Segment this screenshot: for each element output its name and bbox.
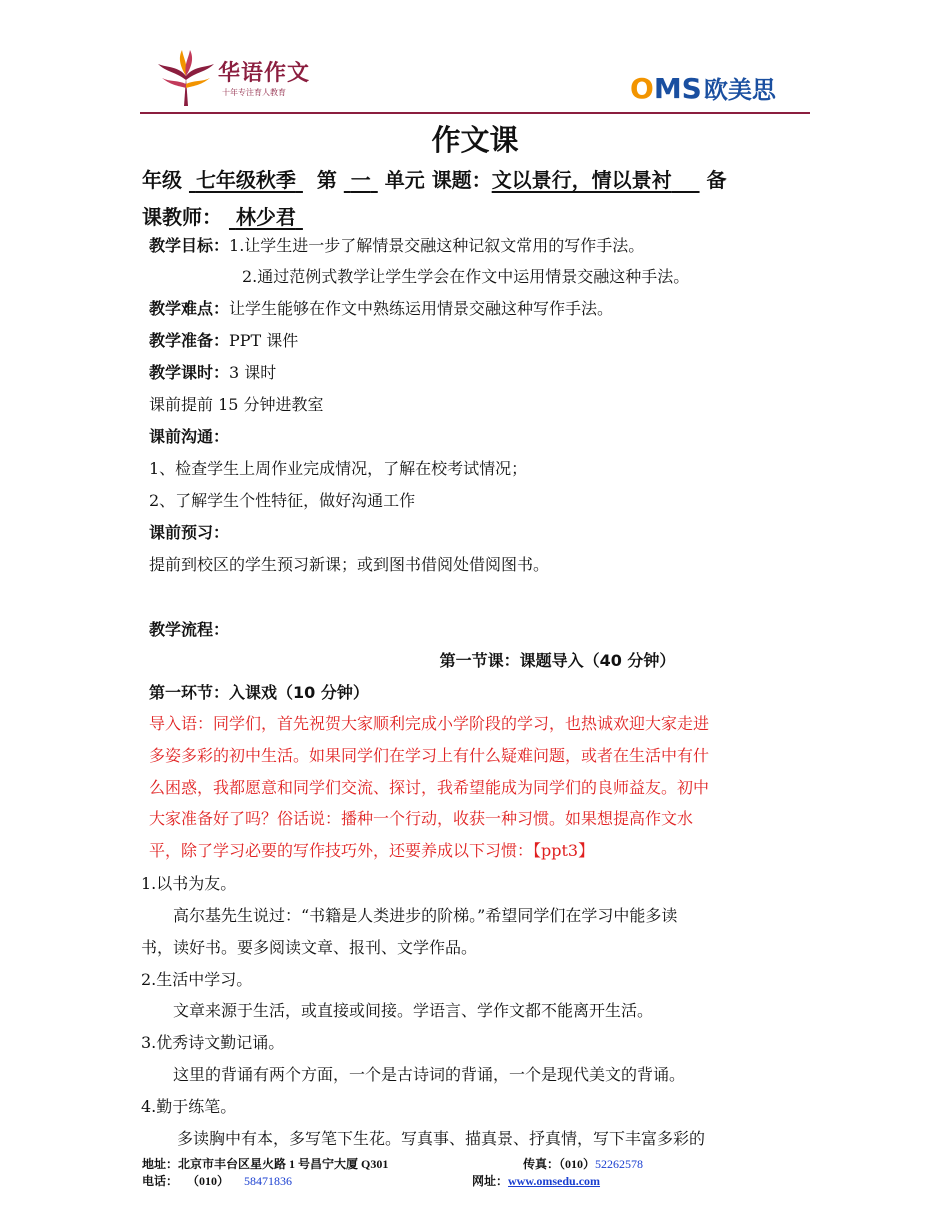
preview-text: 提前到校区的学生预习新课；或到图书借阅处借阅图书。 xyxy=(149,555,550,574)
address-value: 北京市丰台区星火路 1 号昌宁大厦 Q301 xyxy=(178,1157,389,1171)
oms-logo xyxy=(630,70,776,105)
meta-line-2 xyxy=(142,201,303,230)
phone-area: （010） xyxy=(187,1174,230,1188)
difficulty-text: 让学生能够在作文中熟练运用情景交融这种写作手法。 xyxy=(229,299,614,318)
oms-logo-o: O xyxy=(630,72,654,105)
prep-text: PPT 课件 xyxy=(229,331,299,350)
brand-slogan: 十年专注育人教育 xyxy=(222,88,286,97)
habit-body: 书，读好书。要多阅读文章、报刊、文学作品。 xyxy=(141,938,478,957)
habit-body: 高尔基先生说过：“书籍是人类进步的阶梯。”希望同学们在学习中能多读 xyxy=(173,906,678,925)
phone-label: 电话： xyxy=(142,1174,179,1188)
intro-line: 大家准备好了吗？俗话说：播种一个行动，收获一种习惯。如果想提高作文水 xyxy=(149,809,694,828)
unit-value: 一 xyxy=(350,168,371,192)
intro-line: 么困惑，我都愿意和同学们交流、探讨，我希望能成为同学们的良师益友。初中 xyxy=(149,778,710,797)
goals-label: 教学目标： xyxy=(149,236,230,255)
web-label: 网址： xyxy=(472,1174,509,1188)
teacher-value: 林少君 xyxy=(235,205,296,229)
teacher-label-2: 课教师： xyxy=(142,205,222,229)
fax-number: 52262578 xyxy=(595,1157,644,1171)
tree-logo-icon xyxy=(156,50,216,108)
page-title: 作文课 xyxy=(431,123,519,157)
footer-address xyxy=(142,1155,388,1172)
habit-title: 2.生活中学习。 xyxy=(141,970,253,989)
section1-title: 第一环节：入课戏（10 分钟） xyxy=(149,683,369,702)
goal-item-1: 1.让学生进一步了解情景交融这种记叙文常用的写作手法。 xyxy=(229,236,645,255)
hours-row xyxy=(149,360,276,383)
phone-number: 58471836 xyxy=(244,1174,293,1188)
habit-title: 1.以书为友。 xyxy=(141,874,237,893)
grade-label: 年级 xyxy=(142,168,182,192)
meta-line-1 xyxy=(142,164,727,193)
goal-item-2: 2.通过范例式教学让学生学会在作文中运用情景交融这种手法。 xyxy=(242,267,690,286)
habit-title: 4.勤于练笔。 xyxy=(141,1097,237,1116)
goals-row-1 xyxy=(149,233,644,256)
comm-item-2: 2、了解学生个性特征，做好沟通工作 xyxy=(149,491,416,510)
habit-body: 多读胸中有本，多写笔下生花。写真事、描真景、抒真情，写下丰富多彩的 xyxy=(177,1129,706,1148)
brand-name: 华语作文 xyxy=(218,61,311,86)
footer-phone xyxy=(142,1172,292,1189)
flow-label: 教学流程： xyxy=(149,620,230,639)
teacher-label-1: 备 xyxy=(706,168,727,192)
intro-line: 平，除了学习必要的写作技巧外，还要养成以下习惯：【ppt3】 xyxy=(149,841,595,860)
grade-value: 七年级秋季 xyxy=(195,168,296,192)
comm-label: 课前沟通： xyxy=(149,427,230,446)
unit-prefix: 第 xyxy=(316,168,337,192)
unit-suffix: 单元 xyxy=(384,168,425,192)
fax-label: 传真： xyxy=(523,1157,560,1171)
intro-line: 多姿多彩的初中生活。如果同学们在学习上有什么疑难问题，或者在生活中有什 xyxy=(149,746,710,765)
header-divider xyxy=(140,112,810,114)
habit-body: 文章来源于生活，或直接或间接。学语言、学作文都不能离开生活。 xyxy=(173,1001,654,1020)
early-arrival: 课前提前 15 分钟进教室 xyxy=(149,395,324,414)
comm-item-1: 1、检查学生上周作业完成情况，了解在校考试情况； xyxy=(149,459,528,478)
lesson1-title: 第一节课：课题导入（40 分钟） xyxy=(439,651,676,670)
preview-label: 课前预习： xyxy=(149,523,230,542)
oms-logo-cn: 欧美思 xyxy=(703,76,776,104)
prep-label: 教学准备： xyxy=(149,331,230,350)
oms-logo-ms: MS xyxy=(653,72,702,105)
topic-value: 文以景行，情以景衬 xyxy=(491,168,672,192)
habit-title: 3.优秀诗文勤记诵。 xyxy=(141,1033,285,1052)
footer-fax xyxy=(523,1155,643,1172)
habit-body: 这里的背诵有两个方面，一个是古诗词的背诵，一个是现代美文的背诵。 xyxy=(173,1065,686,1084)
website-link[interactable]: www.omsedu.com xyxy=(508,1174,601,1188)
intro-line: 导入语：同学们，首先祝贺大家顺利完成小学阶段的学习，也热诚欢迎大家走进 xyxy=(149,714,710,733)
prep-row xyxy=(149,328,298,351)
fax-area: （010） xyxy=(559,1157,596,1171)
topic-label: 课题： xyxy=(431,168,492,192)
hours-text: 3 课时 xyxy=(229,363,277,382)
hours-label: 教学课时： xyxy=(149,363,230,382)
difficulty-label: 教学难点： xyxy=(149,299,230,318)
footer-website xyxy=(472,1172,600,1189)
address-label: 地址： xyxy=(142,1157,179,1171)
difficulty-row xyxy=(149,296,613,319)
